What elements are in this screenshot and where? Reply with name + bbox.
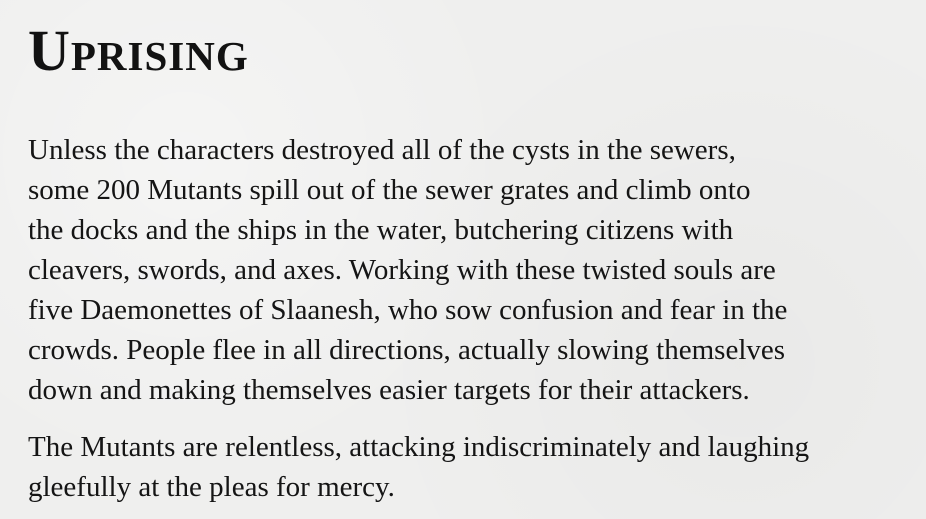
paragraph-line: some 200 Mutants spill out of the sewer grates and climb onto <box>28 174 751 206</box>
paragraph-line: the docks and the ships in the water, butchering citizens with <box>28 214 734 246</box>
paragraph-line: five Daemonettes of Slaanesh, who sow confusion and fear in the <box>28 294 788 326</box>
section-heading: Uprising <box>28 18 249 83</box>
paragraph-line: The Mutants are relentless, attacking indiscriminately and laughing <box>28 431 810 463</box>
paragraph-line: Unless the characters destroyed all of the cysts in the sewers, <box>28 134 736 166</box>
paragraph-line: crowds. People flee in all directions, actually slowing themselves <box>28 334 786 366</box>
paragraph-line: gleefully at the pleas for mercy. <box>28 471 395 503</box>
paragraph-2 <box>28 427 886 507</box>
paragraph-line: down and making themselves easier targets for their attackers. <box>28 374 750 406</box>
paragraph-1 <box>28 130 886 410</box>
paragraph-line: cleavers, swords, and axes. Working with these twisted souls are <box>28 254 776 286</box>
